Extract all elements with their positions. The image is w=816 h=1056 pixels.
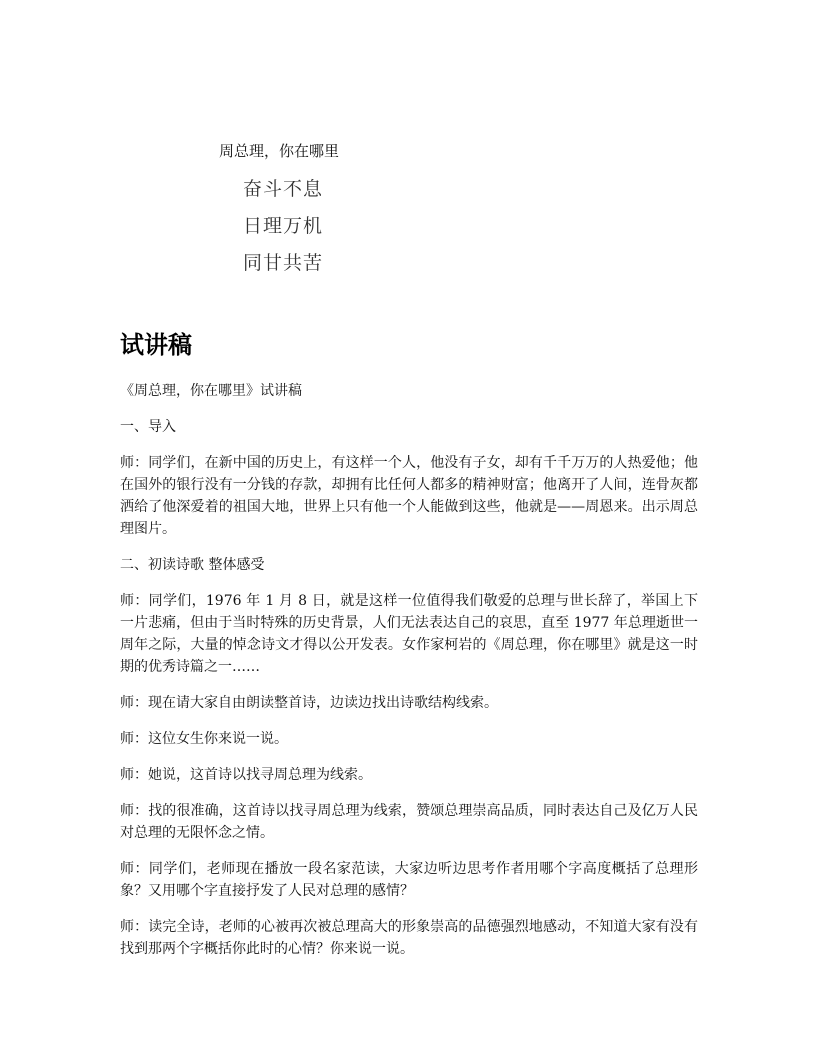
paragraph-heading-intro: 一、导入 (120, 419, 176, 435)
paragraph: 师：这位女生你来说一说。 (120, 731, 288, 747)
section-title: 试讲稿 (120, 331, 192, 359)
paragraph: 师：同学们，在新中国的历史上，有这样一个人，他没有子女，却有千千万万的人热爱他；他在国外的银行没有一分钱的存款，却拥有比任何人都多的精神财富；他离开了人间，连骨灰都洒给了他深爱着的祖国大地，世界上只有他一个人能做到这些，他就是——周恩来。出示周总理图片。 (120, 455, 698, 537)
poem-title: 周总理，你在哪里 (219, 142, 340, 160)
paragraph-doc-title: 《周总理，你在哪里》试讲稿 (120, 383, 302, 399)
paragraph: 师：现在请大家自由朗读整首诗，边读边找出诗歌结构线索。 (120, 695, 498, 711)
paragraph: 师：读完全诗，老师的心被再次被总理高大的形象崇高的品德强烈地感动，不知道大家有没有找到那两个字概括你此时的心情？你来说一说。 (120, 919, 698, 957)
poem-line-3: 同甘共苦 (243, 252, 324, 274)
poem-line-1: 奋斗不息 (243, 178, 324, 200)
poem-line-2: 日理万机 (243, 215, 324, 237)
paragraph: 师：她说，这首诗以找寻周总理为线索。 (120, 767, 372, 783)
paragraph: 师：同学们，老师现在播放一段名家范读，大家边听边思考作者用哪个字高度概括了总理形象？又用哪个字直接抒发了人民对总理的感情？ (120, 861, 698, 899)
paragraph: 师：同学们，1976 年 1 月 8 日，就是这样一位值得我们敬爱的总理与世长辞了，举国上下一片悲痛，但由于当时特殊的历史背景，人们无法表达自己的哀思，直至 1977 年总理逝世一周年之际，大量的悼念诗文才得以公开发表。女作家柯岩的《周总理，你在哪里》就是这一时期的优秀诗篇之一…… (120, 593, 698, 675)
paragraph-heading-reading: 二、初读诗歌 整体感受 (120, 557, 265, 573)
paragraph: 师：找的很准确，这首诗以找寻周总理为线索，赞颂总理崇高品质，同时表达自己及亿万人民对总理的无限怀念之情。 (120, 803, 698, 841)
document-body (120, 380, 698, 974)
